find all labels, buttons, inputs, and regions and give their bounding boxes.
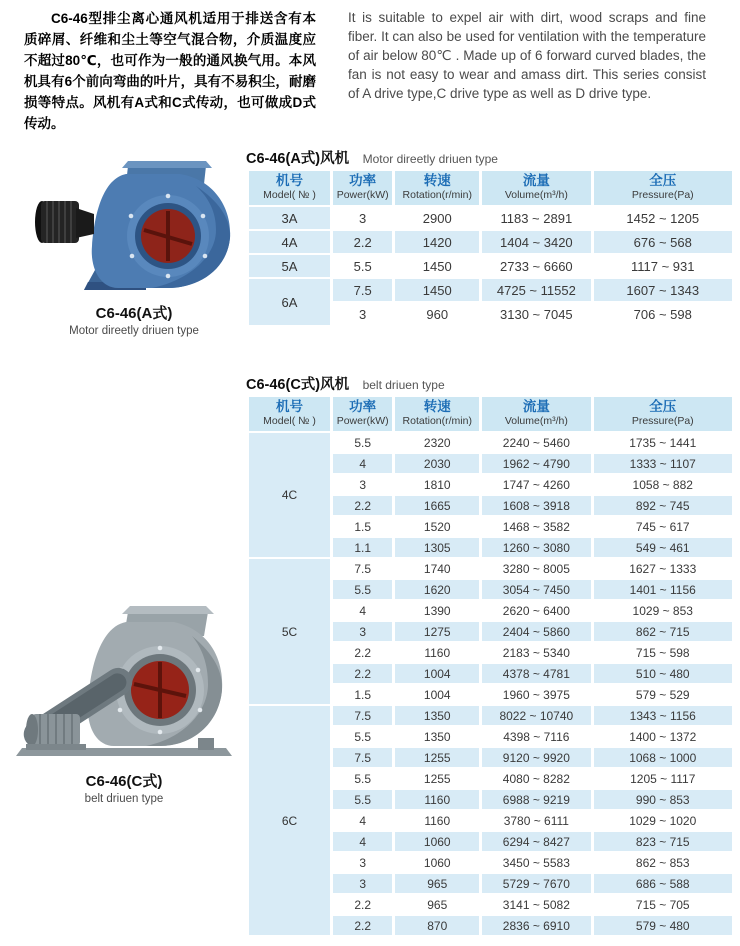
power-cell: 3: [333, 622, 392, 641]
pressure-cell: 715 ~ 598: [594, 643, 733, 662]
spec-table-c: [246, 395, 735, 937]
power-cell: 3: [333, 853, 392, 872]
fan-a-figure: [28, 158, 240, 337]
rotation-cell: 1255: [395, 769, 479, 788]
fan-c-caption: C6-46(C式): [85, 773, 163, 790]
col-header-volume-en: Volume(m³/h): [504, 189, 568, 201]
volume-cell: 1183 ~ 2891: [482, 207, 590, 229]
power-cell: 5.5: [333, 790, 392, 809]
rotation-cell: 1420: [395, 231, 479, 253]
volume-cell: 1747 ~ 4260: [482, 475, 590, 494]
rotation-cell: 1350: [395, 706, 479, 725]
rotation-cell: 1305: [395, 538, 479, 557]
fan-c-figure: [8, 598, 240, 805]
col-header-model-en: Model( № ): [263, 189, 316, 201]
volume-cell: 1468 ~ 3582: [482, 517, 590, 536]
table-row: [249, 279, 732, 301]
volume-cell: 2836 ~ 6910: [482, 916, 590, 935]
volume-cell: 2733 ~ 6660: [482, 255, 590, 277]
section-c-title: C6-46(C式)风机: [246, 377, 350, 393]
model-cell: 3A: [249, 207, 330, 229]
volume-cell: 2183 ~ 5340: [482, 643, 590, 662]
col-header-volume-en: Volume(m³/h): [504, 415, 568, 427]
pressure-cell: 1029 ~ 1020: [594, 811, 733, 830]
col-header-power: [333, 397, 392, 431]
rotation-cell: 870: [395, 916, 479, 935]
col-header-pressure-en: Pressure(Pa): [631, 415, 694, 427]
volume-cell: 4080 ~ 8282: [482, 769, 590, 788]
col-header-model-en: Model( № ): [263, 415, 316, 427]
rotation-cell: 1060: [395, 832, 479, 851]
fan-a-caption: C6-46(A式): [95, 305, 173, 322]
table-row: [249, 559, 732, 578]
rotation-cell: 1810: [395, 475, 479, 494]
pressure-cell: 1607 ~ 1343: [594, 279, 733, 301]
power-cell: 2.2: [333, 895, 392, 914]
section-c-heading: [246, 373, 445, 394]
rotation-cell: 1350: [395, 727, 479, 746]
table-row: [249, 231, 732, 253]
col-header-rotation: [395, 171, 479, 205]
power-cell: 4: [333, 601, 392, 620]
volume-cell: 1608 ~ 3918: [482, 496, 590, 515]
power-cell: 3: [333, 207, 392, 229]
volume-cell: 3280 ~ 8005: [482, 559, 590, 578]
volume-cell: 3780 ~ 6111: [482, 811, 590, 830]
power-cell: 2.2: [333, 664, 392, 683]
col-header-pressure: [594, 397, 733, 431]
pressure-cell: 1452 ~ 1205: [594, 207, 733, 229]
volume-cell: 1404 ~ 3420: [482, 231, 590, 253]
fan-a-subcaption: Motor direetly driuen type: [69, 325, 199, 337]
pressure-cell: 1117 ~ 931: [594, 255, 733, 277]
rotation-cell: 1450: [395, 255, 479, 277]
volume-cell: 1260 ~ 3080: [482, 538, 590, 557]
power-cell: 5.5: [333, 727, 392, 746]
rotation-cell: 2320: [395, 433, 479, 452]
col-header-pressure-cn: 全压: [649, 173, 677, 188]
rotation-cell: 1160: [395, 790, 479, 809]
col-header-volume: [482, 171, 590, 205]
power-cell: 1.5: [333, 685, 392, 704]
pressure-cell: 715 ~ 705: [594, 895, 733, 914]
section-a-subtitle: Motor direetly driuen type: [362, 152, 498, 166]
volume-cell: 2240 ~ 5460: [482, 433, 590, 452]
table-c-header-row: [249, 397, 732, 431]
pressure-cell: 1205 ~ 1117: [594, 769, 733, 788]
model-cell: 6C: [249, 706, 330, 935]
col-header-power-en: Power(kW): [336, 189, 389, 201]
model-cell: 6A: [249, 279, 330, 325]
volume-cell: 3130 ~ 7045: [482, 303, 590, 325]
pressure-cell: 579 ~ 529: [594, 685, 733, 704]
rotation-cell: 1255: [395, 748, 479, 767]
volume-cell: 1960 ~ 3975: [482, 685, 590, 704]
pressure-cell: 990 ~ 853: [594, 790, 733, 809]
col-header-rotation: [395, 397, 479, 431]
pressure-cell: 862 ~ 715: [594, 622, 733, 641]
rotation-cell: 1275: [395, 622, 479, 641]
section-c-subtitle: belt driuen type: [362, 378, 445, 392]
col-header-pressure-en: Pressure(Pa): [631, 189, 694, 201]
pressure-cell: 1627 ~ 1333: [594, 559, 733, 578]
power-cell: 2.2: [333, 916, 392, 935]
power-cell: 2.2: [333, 496, 392, 515]
power-cell: 7.5: [333, 279, 392, 301]
power-cell: 3: [333, 303, 392, 325]
col-header-model-cn: 机号: [276, 173, 303, 188]
volume-cell: 5729 ~ 7670: [482, 874, 590, 893]
volume-cell: 9120 ~ 9920: [482, 748, 590, 767]
rotation-cell: 1004: [395, 664, 479, 683]
rotation-cell: 2030: [395, 454, 479, 473]
volume-cell: 2404 ~ 5860: [482, 622, 590, 641]
table-row: [249, 207, 732, 229]
table-row: [249, 255, 732, 277]
volume-cell: 1962 ~ 4790: [482, 454, 590, 473]
col-header-model: [249, 397, 330, 431]
intro-paragraph-english: It is suitable to expel air with dirt, wood scraps and fine fiber. It can also be used for ventilation with the temperature of air below 80℃ . Made up of 6 forward curved blades, the fan is not easy to wear and amass dirt. This series consist of A drive type,C drive type as well as D drive type.: [348, 10, 706, 101]
volume-cell: 6294 ~ 8427: [482, 832, 590, 851]
section-a-title: C6-46(A式)风机: [246, 151, 350, 167]
pressure-cell: 823 ~ 715: [594, 832, 733, 851]
pressure-cell: 579 ~ 480: [594, 916, 733, 935]
pressure-cell: 1400 ~ 1372: [594, 727, 733, 746]
col-header-model: [249, 171, 330, 205]
rotation-cell: 2900: [395, 207, 479, 229]
power-cell: 3: [333, 475, 392, 494]
power-cell: 2.2: [333, 231, 392, 253]
model-cell: 5A: [249, 255, 330, 277]
model-cell: 4C: [249, 433, 330, 557]
pressure-cell: 676 ~ 568: [594, 231, 733, 253]
table-a-header-row: [249, 171, 732, 205]
col-header-rotation-cn: 转速: [423, 399, 451, 414]
pressure-cell: 1068 ~ 1000: [594, 748, 733, 767]
power-cell: 1.5: [333, 517, 392, 536]
rotation-cell: 965: [395, 874, 479, 893]
volume-cell: 2620 ~ 6400: [482, 601, 590, 620]
rotation-cell: 1450: [395, 279, 479, 301]
fan-a-image: [28, 158, 240, 298]
rotation-cell: 1620: [395, 580, 479, 599]
rotation-cell: 965: [395, 895, 479, 914]
rotation-cell: 1160: [395, 811, 479, 830]
pressure-cell: 510 ~ 480: [594, 664, 733, 683]
volume-cell: 4378 ~ 4781: [482, 664, 590, 683]
power-cell: 7.5: [333, 559, 392, 578]
rotation-cell: 1060: [395, 853, 479, 872]
power-cell: 3: [333, 874, 392, 893]
col-header-model-cn: 机号: [276, 399, 303, 414]
pressure-cell: 1343 ~ 1156: [594, 706, 733, 725]
power-cell: 1.1: [333, 538, 392, 557]
col-header-volume-cn: 流量: [522, 173, 550, 188]
rotation-cell: 1390: [395, 601, 479, 620]
pressure-cell: 1029 ~ 853: [594, 601, 733, 620]
power-cell: 5.5: [333, 580, 392, 599]
fan-c-image: [8, 598, 240, 766]
rotation-cell: 1665: [395, 496, 479, 515]
power-cell: 2.2: [333, 643, 392, 662]
rotation-cell: 1740: [395, 559, 479, 578]
col-header-power-cn: 功率: [349, 399, 377, 414]
pressure-cell: 1058 ~ 882: [594, 475, 733, 494]
col-header-pressure: [594, 171, 733, 205]
rotation-cell: 1160: [395, 643, 479, 662]
rotation-cell: 1520: [395, 517, 479, 536]
col-header-power-cn: 功率: [349, 173, 377, 188]
pressure-cell: 1401 ~ 1156: [594, 580, 733, 599]
volume-cell: 3054 ~ 7450: [482, 580, 590, 599]
pressure-cell: 892 ~ 745: [594, 496, 733, 515]
pressure-cell: 1735 ~ 1441: [594, 433, 733, 452]
power-cell: 4: [333, 811, 392, 830]
volume-cell: 3141 ~ 5082: [482, 895, 590, 914]
volume-cell: 3450 ~ 5583: [482, 853, 590, 872]
pressure-cell: 686 ~ 588: [594, 874, 733, 893]
fan-c-subcaption: belt driuen type: [84, 793, 164, 805]
col-header-rotation-cn: 转速: [423, 173, 451, 188]
pressure-cell: 1333 ~ 1107: [594, 454, 733, 473]
pressure-cell: 745 ~ 617: [594, 517, 733, 536]
power-cell: 7.5: [333, 748, 392, 767]
power-cell: 5.5: [333, 769, 392, 788]
rotation-cell: 960: [395, 303, 479, 325]
volume-cell: 4398 ~ 7116: [482, 727, 590, 746]
rotation-cell: 1004: [395, 685, 479, 704]
volume-cell: 6988 ~ 9219: [482, 790, 590, 809]
power-cell: 7.5: [333, 706, 392, 725]
power-cell: 5.5: [333, 433, 392, 452]
section-a-heading: [246, 147, 498, 168]
col-header-power-en: Power(kW): [336, 415, 389, 427]
volume-cell: 8022 ~ 10740: [482, 706, 590, 725]
model-cell: 5C: [249, 559, 330, 704]
col-header-volume-cn: 流量: [522, 399, 550, 414]
intro-paragraph-chinese: C6-46型排尘离心通风机适用于排送含有本质碎屑、纤维和尘土等空气混合物，介质温度应不超过80℃，也可作为一般的通风换气用。本风机具有6个前向弯曲的叶片，具有不易积尘，耐磨损等特点。风机有A式和C式传动，也可做成D式传动。: [24, 11, 316, 131]
pressure-cell: 862 ~ 853: [594, 853, 733, 872]
model-cell: 4A: [249, 231, 330, 253]
power-cell: 4: [333, 832, 392, 851]
table-row: [249, 706, 732, 725]
pressure-cell: 706 ~ 598: [594, 303, 733, 325]
col-header-pressure-cn: 全压: [649, 399, 677, 414]
col-header-rotation-en: Rotation(r/min): [402, 189, 472, 201]
spec-table-a: [246, 169, 735, 327]
power-cell: 4: [333, 454, 392, 473]
volume-cell: 4725 ~ 11552: [482, 279, 590, 301]
col-header-power: [333, 171, 392, 205]
col-header-volume: [482, 397, 590, 431]
power-cell: 5.5: [333, 255, 392, 277]
pressure-cell: 549 ~ 461: [594, 538, 733, 557]
table-row: [249, 433, 732, 452]
col-header-rotation-en: Rotation(r/min): [402, 415, 472, 427]
